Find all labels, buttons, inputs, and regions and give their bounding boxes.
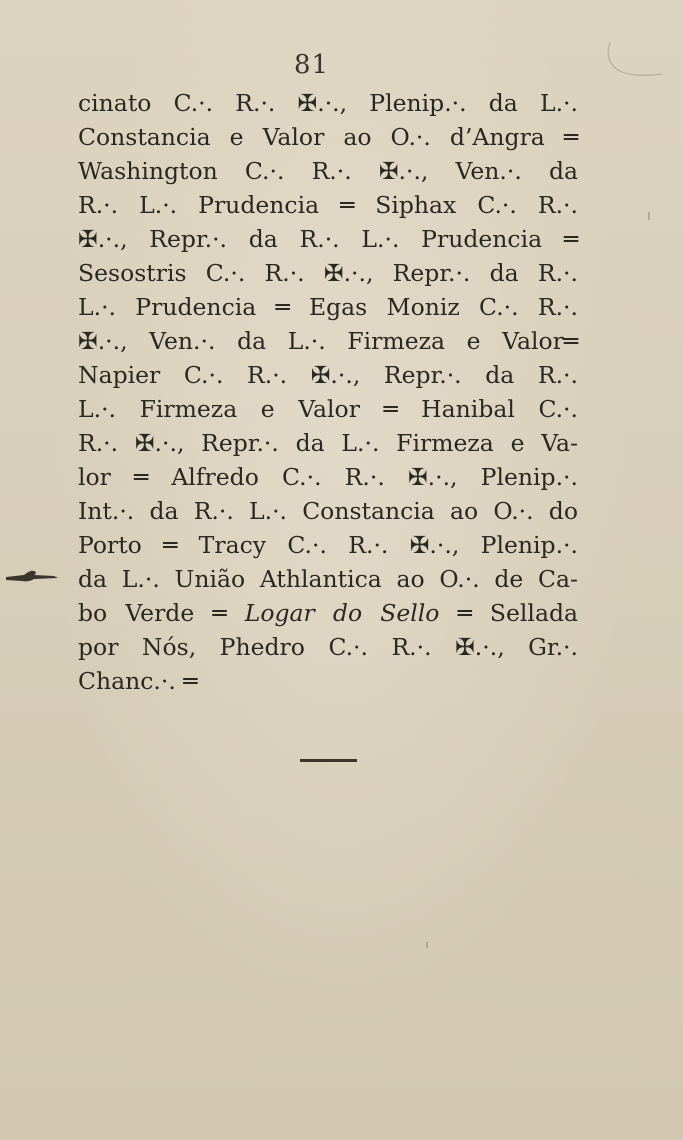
section-divider <box>300 759 357 762</box>
paper-crease-mark <box>600 40 670 85</box>
italic-place-name: Logar do Sello <box>244 599 440 627</box>
text-line: R.·. ✠.·., Repr.·. da L.·. Firmeza e Va- <box>78 429 578 457</box>
text-line: por Nós, Phedro C.·. R.·. ✠.·., Gr.·. <box>78 633 578 661</box>
text-line: R.·. L.·. Prudencia ═ Siphax C.·. R.·. <box>78 191 578 219</box>
text-line: L.·. Prudencia ═ Egas Moniz C.·. R.·. <box>78 293 578 321</box>
text-segment: ═ Sellada <box>439 599 579 627</box>
text-line: Int.·. da R.·. L.·. Constancia ao O.·. do <box>78 497 578 525</box>
text-line: ✠.·., Ven.·. da L.·. Firmeza e Valor═ <box>78 327 578 355</box>
page-number: 81 <box>293 50 330 80</box>
text-line: cinato C.·. R.·. ✠.·., Plenip.·. da L.·. <box>78 89 578 117</box>
text-line: Constancia e Valor ao O.·. d’Angra ═ <box>78 123 578 151</box>
text-line: L.·. Firmeza e Valor ═ Hanibal C.·. <box>78 395 578 423</box>
body-text <box>78 86 578 698</box>
text-line: Washington C.·. R.·. ✠.·., Ven.·. da <box>78 157 578 185</box>
text-segment: bo Verde ═ <box>78 599 245 627</box>
text-line: da L.·. União Athlantica ao O.·. de Ca- <box>78 565 578 593</box>
paper-speck <box>426 942 428 948</box>
text-line: ✠.·., Repr.·. da R.·. L.·. Prudencia ═ <box>78 225 578 253</box>
text-line: lor ═ Alfredo C.·. R.·. ✠.·., Plenip.·. <box>78 463 578 491</box>
text-line-with-italic <box>78 596 578 630</box>
text-line: Chanc.·. ═ <box>78 667 198 695</box>
pointing-hand-icon <box>4 562 60 588</box>
text-line: Porto ═ Tracy C.·. R.·. ✠.·., Plenip.·. <box>78 531 578 559</box>
text-line: Sesostris C.·. R.·. ✠.·., Repr.·. da R.·. <box>78 259 578 287</box>
paper-speck <box>648 212 650 220</box>
text-line: Napier C.·. R.·. ✠.·., Repr.·. da R.·. <box>78 361 578 389</box>
